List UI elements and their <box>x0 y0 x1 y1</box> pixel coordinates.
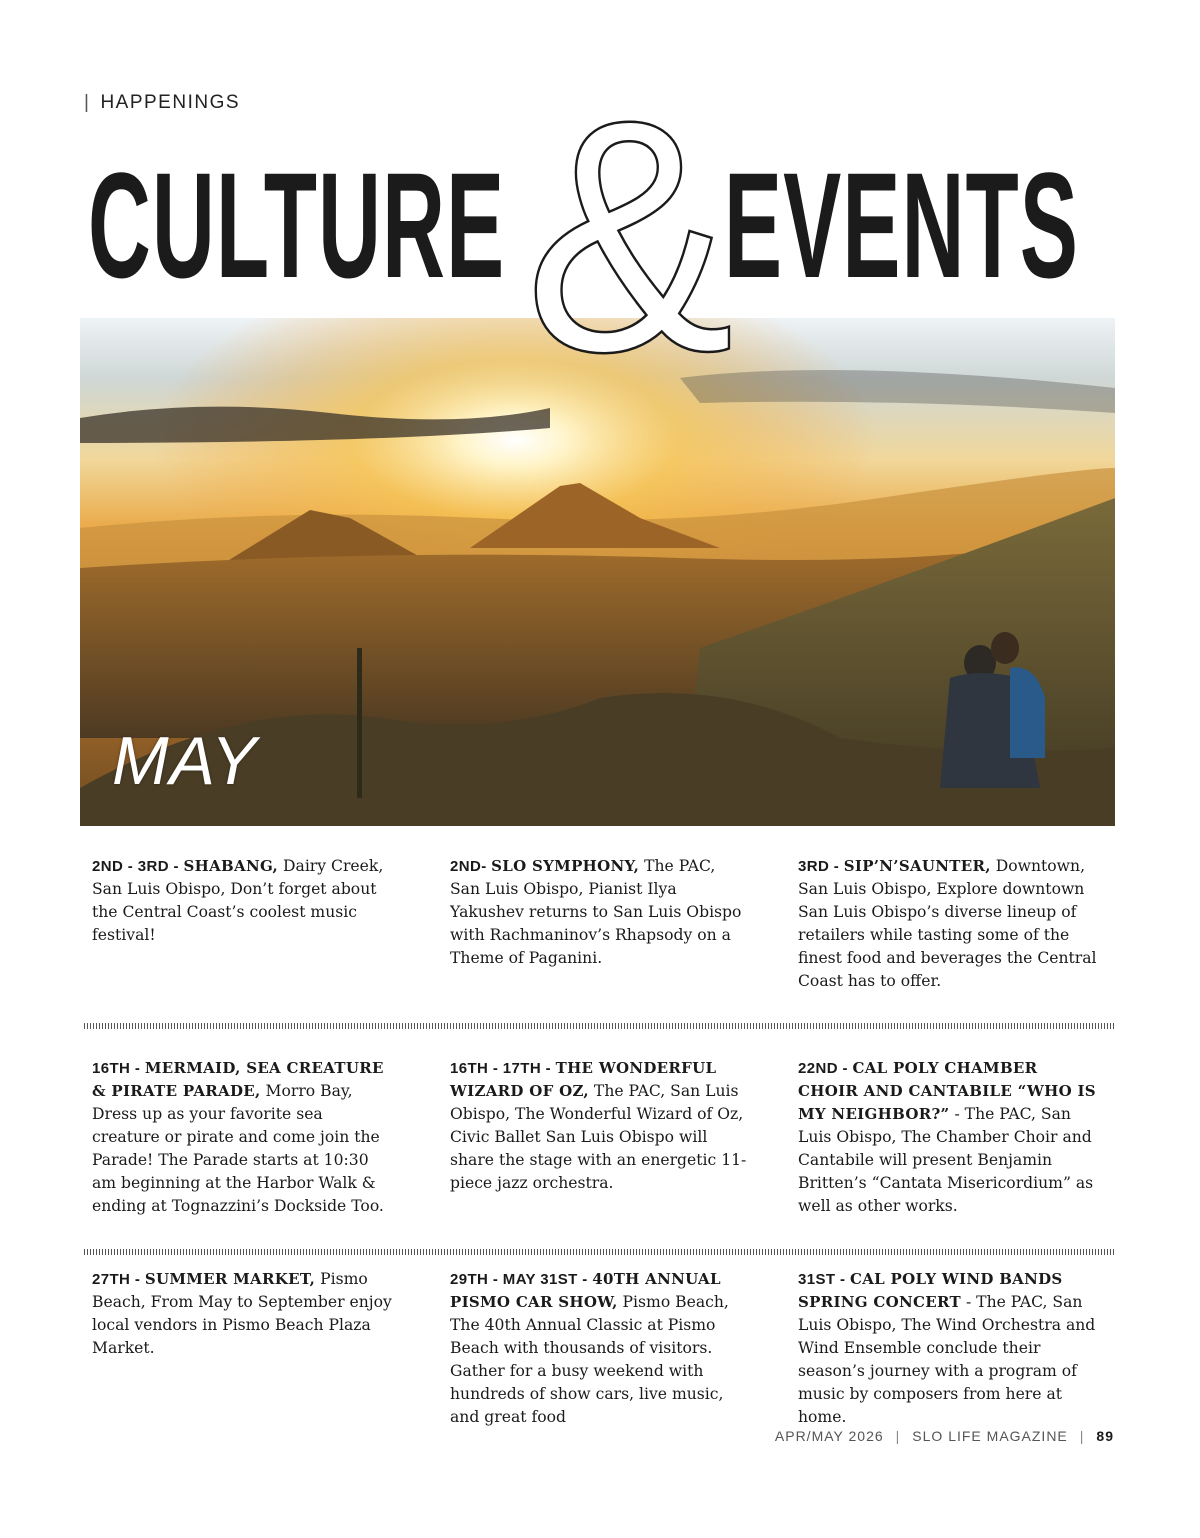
event-slo-symphony: 2ND- SLO SYMPHONY, The PAC, San Luis Obispo, Pianist Ilya Yakushev returns to San Luis Obispo with Rachmaninov’s Rhapsody on a Theme of Paganini. <box>450 857 742 967</box>
event-pismo-car-show: 29TH - MAY 31ST - 40TH ANNUAL PISMO CAR SHOW, Pismo Beach, The 40th Annual Classic at Pismo Beach with thousands of visitors. Gather for a busy weekend with hundreds of show cars, live music, and great food <box>450 1270 729 1426</box>
page-footer <box>775 1428 1114 1444</box>
section-label <box>84 92 240 114</box>
ampersand-graphic <box>524 52 734 421</box>
event-chamber-choir: 22ND - CAL POLY CHAMBER CHOIR AND CANTABILE “WHO IS MY NEIGHBOR?” - The PAC, San Luis Obispo, The Chamber Choir and Cantabile will present Benjamin Britten’s “Cantata Misericordium” as well as other works. <box>798 1059 1096 1215</box>
svg-text:&: & <box>524 52 734 421</box>
section-name: HAPPENINGS <box>100 92 241 113</box>
event-mermaid-parade: 16TH - MERMAID, SEA CREATURE & PIRATE PARADE, Morro Bay, Dress up as your favorite sea creature or pirate and come join the Parade! The Parade starts at 10:30 am beginning at the Harbor Walk & ending at Tognazzini’s Dockside Too. <box>92 1059 384 1215</box>
footer-separator: | <box>895 1428 901 1444</box>
event-wizard-of-oz: 16TH - 17TH - THE WONDERFUL WIZARD OF OZ, The PAC, San Luis Obispo, The Wonderful Wizard of Oz, Civic Ballet San Luis Obispo will share the stage with an energetic 11-piece jazz orchestra. <box>450 1059 747 1192</box>
event-summer-market: 27TH - SUMMER MARKET, Pismo Beach, From May to September enjoy local vendors in Pismo Beach Plaza Market. <box>92 1270 392 1357</box>
section-divider: | <box>84 92 91 113</box>
event-sip-n-saunter: 3RD - SIP’N’SAUNTER, Downtown, San Luis Obispo, Explore downtown San Luis Obispo’s diverse lineup of retailers while tasting some of the finest food and beverages the Central Coast has to offer. <box>798 857 1097 990</box>
divider-1 <box>84 1023 1116 1029</box>
month-label: MAY <box>112 723 258 799</box>
footer-issue: APR/MAY 2026 <box>774 1428 884 1444</box>
footer-separator: | <box>1079 1428 1085 1444</box>
footer-publication: SLO LIFE MAGAZINE <box>912 1428 1068 1444</box>
divider-2 <box>84 1249 1116 1255</box>
page-number: 89 <box>1096 1428 1114 1444</box>
title-culture: CULTURE <box>88 141 506 309</box>
event-wind-bands: 31ST - CAL POLY WIND BANDS SPRING CONCERT - The PAC, San Luis Obispo, The Wind Orchestra and Wind Ensemble conclude their season’s journey with a program of music by composers from here at home. <box>798 1270 1096 1426</box>
title-events: EVENTS <box>724 141 1080 309</box>
event-shabang: 2ND - 3RD - SHABANG, Dairy Creek, San Luis Obispo, Don’t forget about the Central Coast’s coolest music festival! <box>92 857 384 944</box>
